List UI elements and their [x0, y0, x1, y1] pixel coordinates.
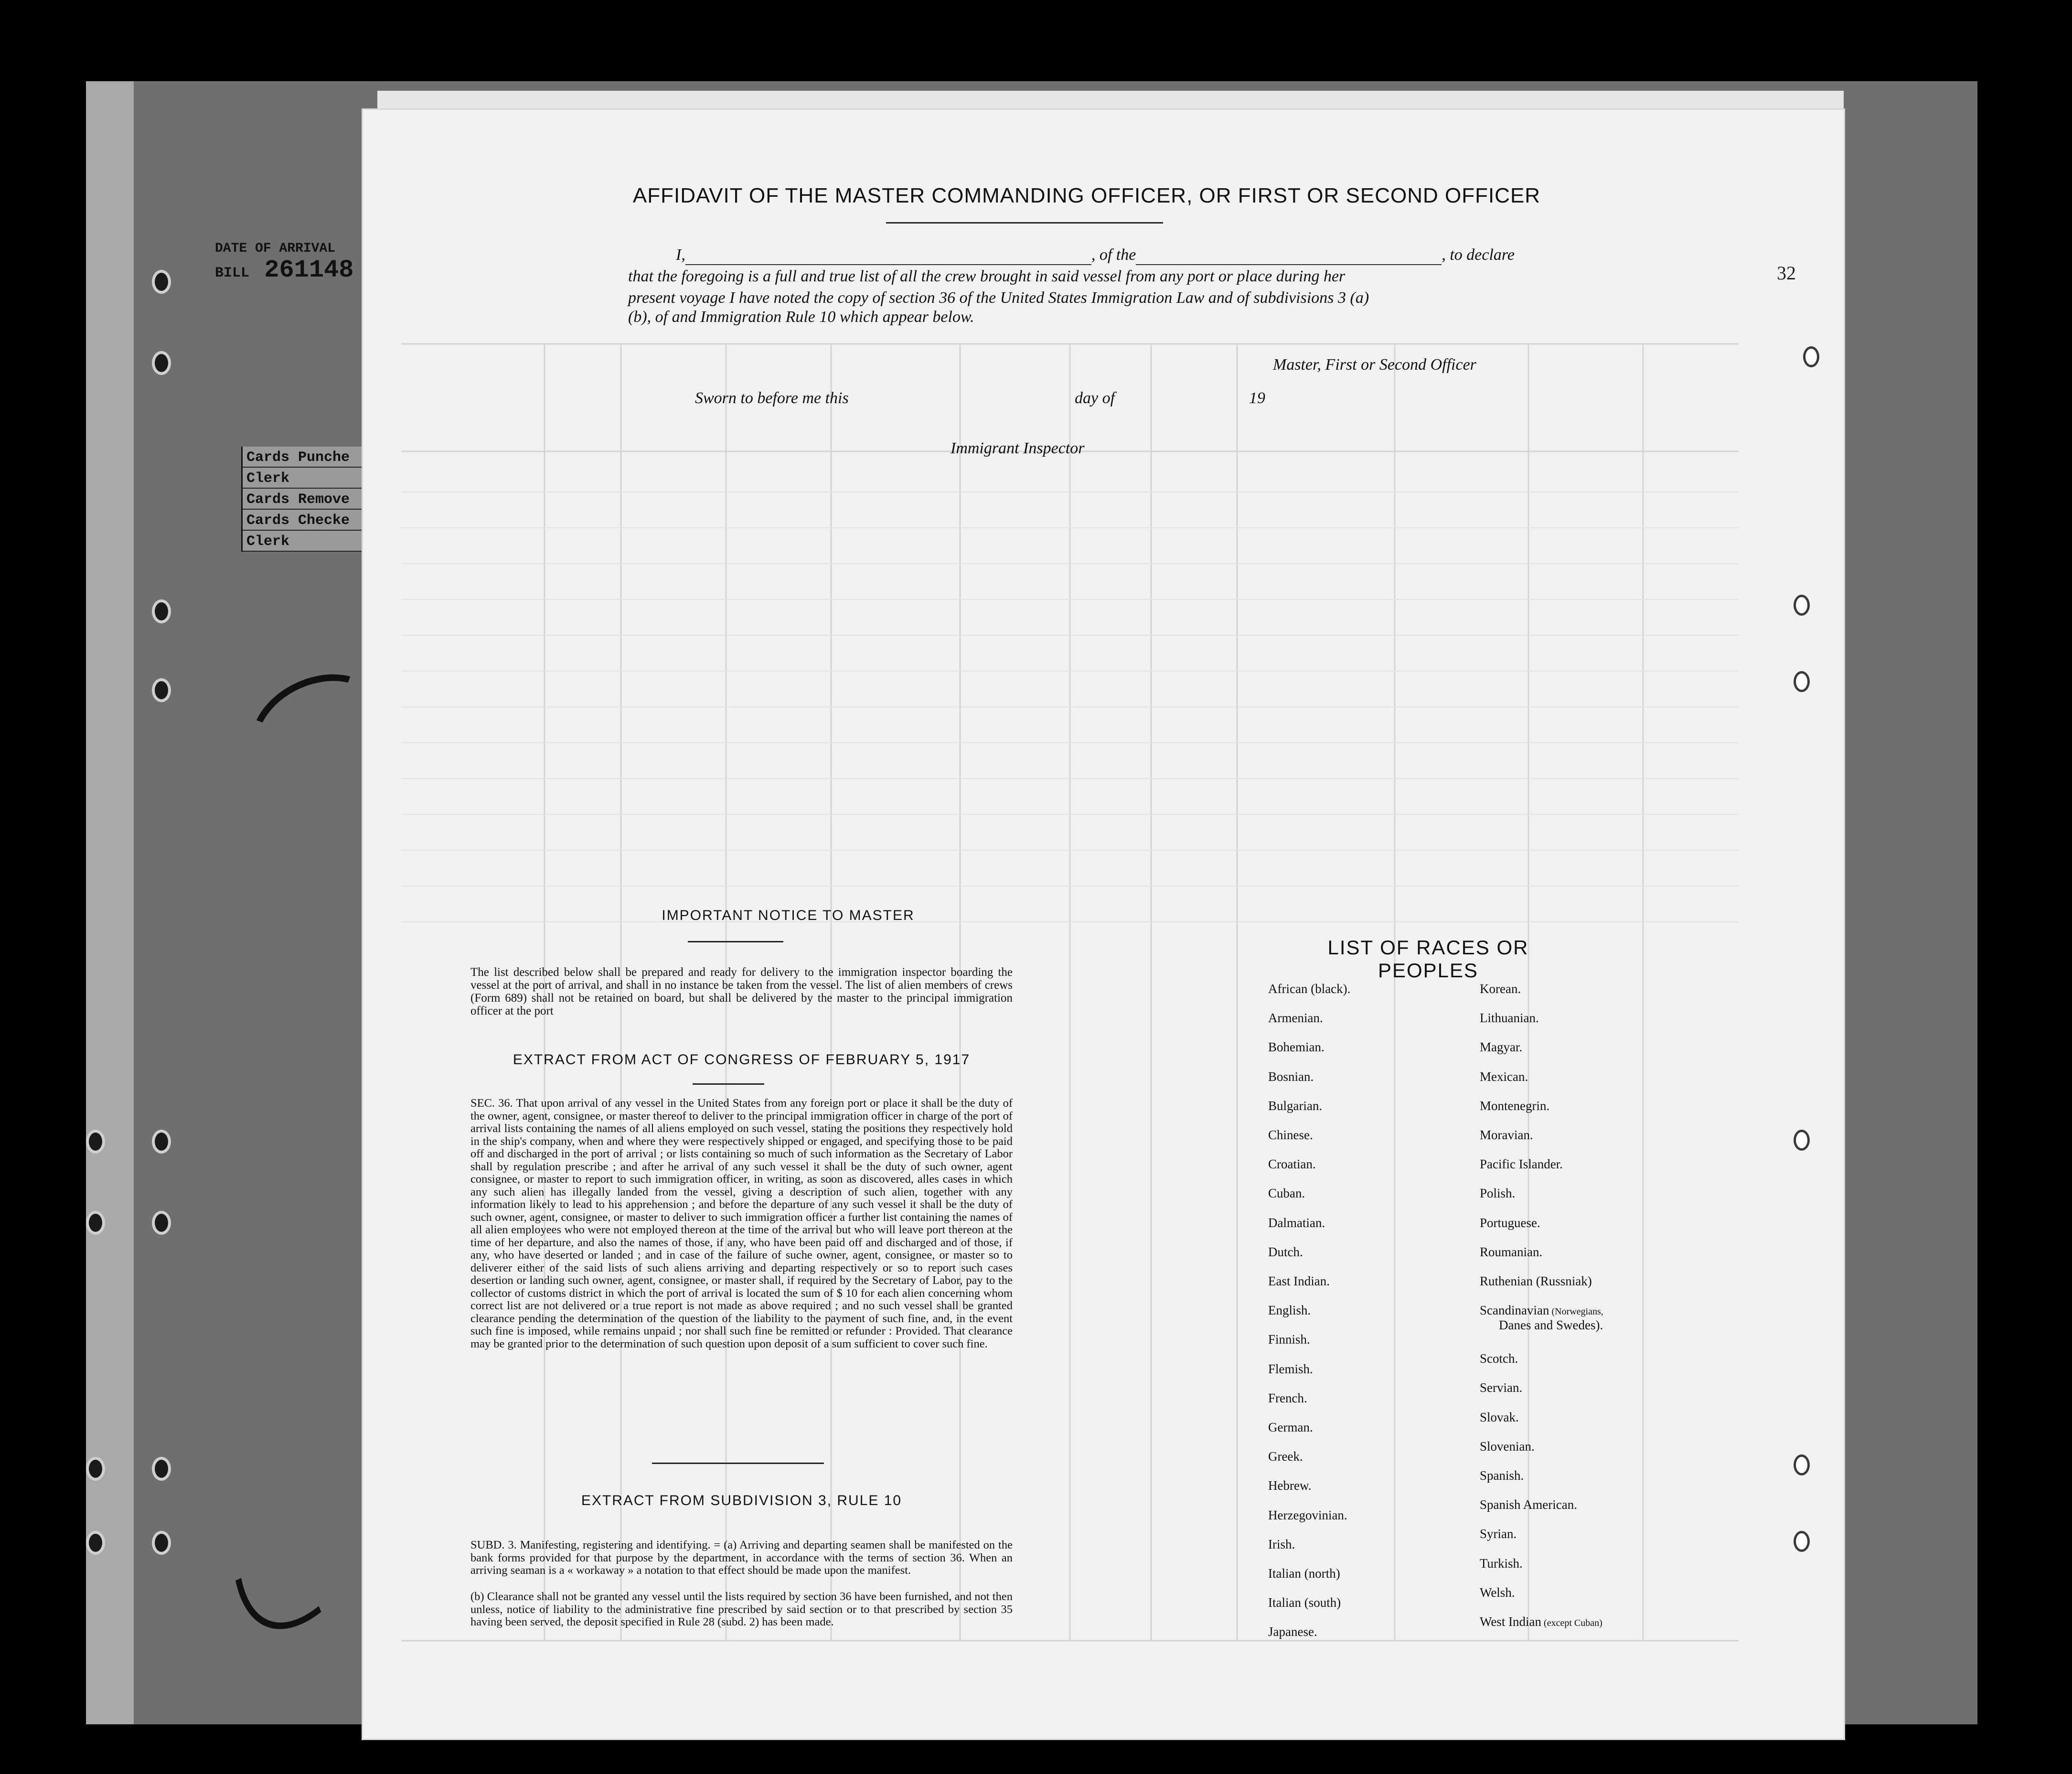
rule-text-b: (b) Clearance shall not be granted any vessel until the lists required by section 36 have been furnished, and not then unless, notice of liability to the administrative fine prescribed by said section or to that prescribed by section 35 having been served, the deposit specified in Rule 28 (subd. 2) has been made. [470, 1590, 1013, 1628]
race-note: (except Cuban) [1541, 1618, 1602, 1628]
race-item: Greek. [1268, 1449, 1303, 1464]
race-item: Japanese. [1268, 1624, 1317, 1639]
affidavit-line-4: (b), of and Immigration Rule 10 which appear below. [628, 308, 974, 326]
paper-hole [1794, 1454, 1810, 1475]
race-item: Turkish. [1480, 1556, 1523, 1571]
race-item: West Indian (except Cuban) [1480, 1614, 1602, 1629]
act-title: EXTRACT FROM ACT OF CONGRESS OF FEBRUARY 5, 1917 [513, 1052, 971, 1068]
affidavit-line1-c: , to declare [1442, 246, 1515, 264]
race-item: Irish. [1268, 1537, 1295, 1551]
affidavit-title: AFFIDAVIT OF THE MASTER COMMANDING OFFICER, OR FIRST OR SECOND OFFICER [632, 184, 1541, 207]
paper-hole [1803, 346, 1819, 367]
race-item: Bulgarian. [1268, 1098, 1323, 1113]
race-item: German. [1268, 1420, 1313, 1434]
race-item: Spanish American. [1480, 1497, 1577, 1512]
race-item: Moravian. [1480, 1128, 1533, 1142]
paper-hole [1794, 671, 1810, 692]
cards-box-row: Cards Checke [243, 510, 376, 531]
cards-box-row: Cards Remove [243, 489, 376, 510]
race-item: Bohemian. [1268, 1040, 1324, 1055]
master-signature-label: Master, First or Second Officer [1273, 356, 1476, 374]
inspector-label: Immigrant Inspector [951, 439, 1085, 457]
race-item: Armenian. [1268, 1011, 1323, 1026]
race-item: French. [1268, 1390, 1307, 1405]
affidavit-line1-a: I, [676, 246, 685, 264]
race-item: Polish. [1480, 1186, 1516, 1201]
notice-title: IMPORTANT NOTICE TO MASTER [662, 908, 915, 923]
race-item: Spanish. [1480, 1468, 1524, 1483]
race-item: English. [1268, 1303, 1311, 1318]
race-item: Chinese. [1268, 1128, 1313, 1142]
race-item: Mexican. [1480, 1069, 1528, 1084]
races-title: LIST OF RACES OR PEOPLES [1327, 936, 1529, 982]
race-item: Finnish. [1268, 1332, 1310, 1347]
race-item: Croatian. [1268, 1157, 1316, 1172]
vessel-blank [1136, 246, 1442, 265]
race-item: Korean. [1480, 982, 1521, 996]
paper-hole [1794, 1130, 1810, 1151]
notice-rule [688, 941, 783, 942]
affidavit-line-1 [676, 246, 1515, 265]
paper-hole [1794, 595, 1810, 616]
bill-number: 261148 [264, 256, 354, 284]
race-item: Bosnian. [1268, 1069, 1314, 1084]
race-item: Dalmatian. [1268, 1215, 1325, 1230]
paper-hole [1794, 1531, 1810, 1552]
affidavit-line1-b: , of the [1091, 246, 1136, 264]
race-item: Flemish. [1268, 1361, 1313, 1376]
act-rule [693, 1083, 764, 1085]
page-number: 32 [1777, 262, 1796, 284]
cards-box-row: Clerk [243, 468, 376, 489]
race-item: Cuban. [1268, 1186, 1305, 1201]
race-item: Ruthenian (Russniak) [1480, 1274, 1592, 1288]
race-item: East Indian. [1268, 1274, 1330, 1288]
race-item: Dutch. [1268, 1244, 1303, 1259]
name-blank [685, 246, 1091, 265]
cards-box-row: Cards Punche [243, 447, 376, 468]
race-item: Herzegovinian. [1268, 1507, 1347, 1522]
race-item: Slovenian. [1480, 1439, 1535, 1453]
day-label: day of [1075, 389, 1115, 407]
race-item: Portuguese. [1480, 1215, 1540, 1230]
act-end-rule [652, 1463, 824, 1464]
bill-label: BILL [215, 265, 250, 281]
year-label: 19 [1249, 389, 1265, 407]
race-item: Servian. [1480, 1380, 1523, 1395]
notice-text: The list described below shall be prepared and ready for delivery to the immigration inspector boarding the vessel at the port of arrival, and shall in no instance be taken from the vessel. The list of alien members of crews (Form 689) shall not be retained on board, but shall be delivered by the master to the principal immigration officer at the port [470, 966, 1013, 1017]
cards-box-row: Clerk [243, 531, 376, 552]
race-item: Scandinavian (Norwegians, Danes and Swedes). [1480, 1303, 1603, 1333]
race-item: Magyar. [1480, 1040, 1523, 1055]
race-item: Italian (south) [1268, 1595, 1341, 1610]
race-item: Slovak. [1480, 1410, 1519, 1424]
race-item: Syrian. [1480, 1527, 1517, 1541]
sworn-label: Sworn to before me this [695, 389, 849, 407]
rule-title: EXTRACT FROM SUBDIVISION 3, RULE 10 [581, 1493, 902, 1508]
title-rule [886, 222, 1163, 224]
race-item: Welsh. [1480, 1585, 1515, 1600]
rule-text-a: SUBD. 3. Manifesting, registering and identifying. = (a) Arriving and departing seamen shall be manifested on the bank forms provided for that purpose by the department, in accordance with the terms of section 36. When an arriving seaman is a « workaway » a notation to that effect should be made upon the manifest. [470, 1539, 1013, 1577]
race-item: Italian (north) [1268, 1566, 1340, 1581]
race-note: Danes and Swedes). [1499, 1318, 1603, 1333]
affidavit-line-2: that the foregoing is a full and true list of all the crew brought in said vessel from any port or place during her [628, 267, 1346, 285]
affidavit-line-3: present voyage I have noted the copy of section 36 of the United States Immigration Law and of subdivisions 3 (a) [628, 289, 1369, 307]
race-item: African (black). [1268, 982, 1351, 996]
race-item: Pacific Islander. [1480, 1157, 1563, 1172]
act-text: SEC. 36. That upon arrival of any vessel in the United States from any foreign port or place it shall be the duty of the owner, agent, consignee, or master thereof to deliver to the principal immigration officer in charge of the port of arrival lists containing the names of all aliens employed on such vessel, stating the positions they respectively hold in the ship's company, when and where they were respectively shipped or engaged, and specifying those to be paid off and discharged in the port of arrival ; or lists containing so much of such information as the Secretary of Labor shall by regulation prescribe ; and after he arrival of any such vessel it shall be the duty of such owner, agent consignee, or master to report to such immigration officer, in writing, as soon as discovered, alles cases in which any such alien has illegally landed from the vessel, giving a description of such alien, together with any information likely to lead to his apprehension ; and before the departure of any such vessel it shall be the duty of such owner, agent, consignee, or master to deliver to such immigration officer a further list containing the names of all alien employees who were not employed thereon at the time of the arrival but who will leave port thereon at the time of her departure, and also the names of those, if any, who have been paid off and discharged and of those, if any, who have deserted or landed ; and in case of the failure of suche owner, agent, consignee, or master so to deliverer either of the said lists of such aliens arriving and departing respectively or so to report such cases desertion or landing such owner, agent, consignee, or master shall, if required by the Secretary of Labor, pay to the collector of customs district in which the port of arrival is located the sum of $ 10 for each alien concerning whom correct list are not delivered or a true report is not made as above required ; and no such vessel shall be granted clearance pending the determination of the question of the liability to the payment of such fine, and, in the event such fine is imposed, while remains unpaid ; nor shall such fine be remitted or refunder : Provided. That clearance may be granted prior to the determination of such question upon deposit of a sum sufficient to cover such fine. [470, 1097, 1013, 1350]
race-item: Hebrew. [1268, 1478, 1312, 1493]
race-item: Roumanian. [1480, 1244, 1543, 1259]
race-note: (Norwegians, [1549, 1306, 1603, 1317]
race-item: Lithuanian. [1480, 1011, 1539, 1026]
arrival-stamp-label: DATE OF ARRIVAL [215, 241, 336, 256]
race-item: Scotch. [1480, 1351, 1518, 1366]
race-item: Montenegrin. [1480, 1098, 1550, 1113]
